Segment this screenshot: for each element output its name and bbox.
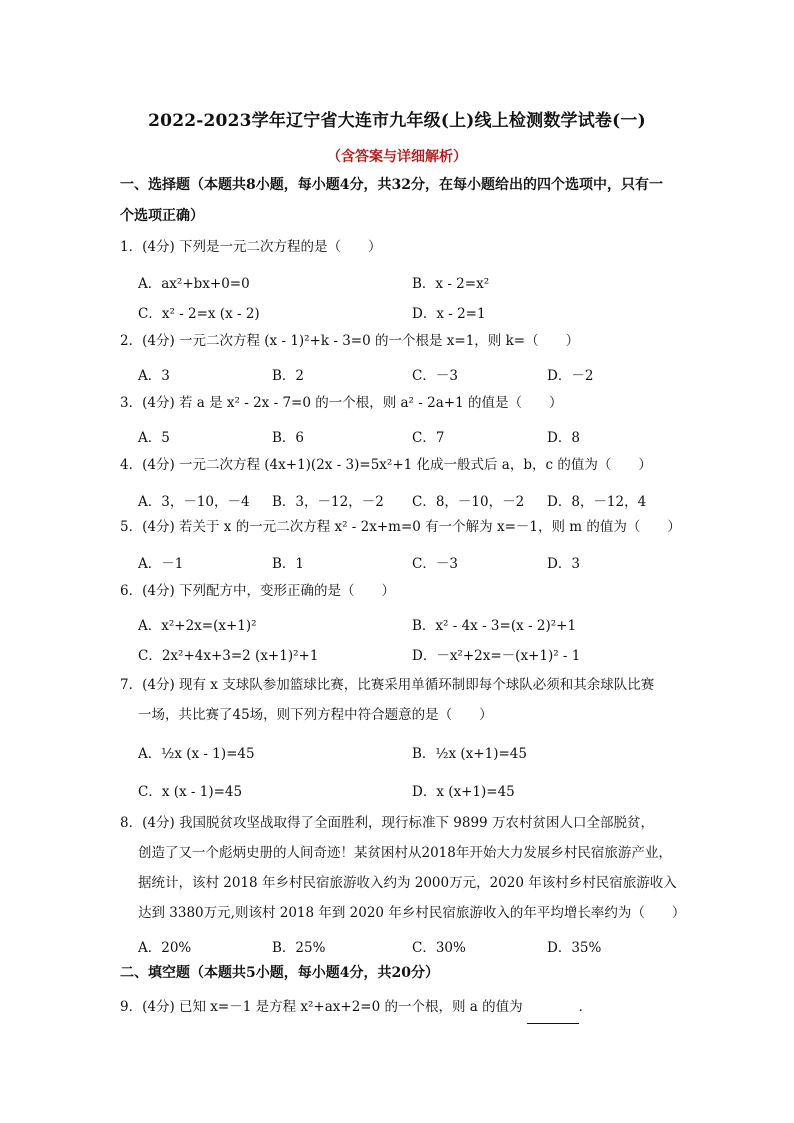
- question-3-option-a: A．5: [138, 430, 170, 446]
- question-8-option-c: C．30%: [412, 940, 466, 956]
- question-4-option-a: A．3，－10，－4: [138, 494, 250, 510]
- question-7-option-b: B．½x (x+1)=45: [412, 746, 527, 762]
- section-2-heading: 二、填空题（本题共5小题，每小题4分，共20分）: [120, 965, 439, 981]
- question-3-option-d: D．8: [547, 430, 580, 446]
- question-8-option-a: A．20%: [138, 940, 192, 956]
- section-1-line-2: 个选项正确）: [120, 208, 204, 224]
- question-4-stem: 4．(4分) 一元二次方程 (4x+1)(2x - 3)=5x²+1 化成一般式后 a，b，c 的值为（ ）: [120, 457, 652, 473]
- question-6-stem: 6．(4分) 下列配方中，变形正确的是（ ）: [120, 583, 396, 599]
- section-1-line-1: 一、选择题（本题共8小题，每小题4分，共32分，在每小题给出的四个选项中，只有一: [120, 177, 663, 193]
- question-8-stem-line-4: 达到 3380万元,则该村 2018 年到 2020 年乡村民宿旅游收入的年平均增长率约为（ ）: [138, 905, 686, 921]
- question-3-stem: 3．(4分) 若 a 是 x² - 2x - 7=0 的一个根，则 a² - 2a+1 的值是（ ）: [120, 395, 563, 411]
- question-8-stem-line-3: 据统计，该村 2018 年乡村民宿旅游收入约为 2000万元，2020 年该村乡村民宿旅游收入: [138, 875, 677, 891]
- answer-blank: [527, 992, 579, 1024]
- question-6-option-a: A．x²+2x=(x+1)²: [138, 618, 257, 634]
- question-4-option-c: C．8，－10，－2: [412, 494, 525, 510]
- question-8-stem-line-1: 8．(4分) 我国脱贫攻坚战取得了全面胜利，现行标准下 9899 万农村贫困人口全部脱贫，: [120, 815, 654, 831]
- question-3-option-c: C．7: [412, 430, 445, 446]
- page-subtitle: （含答案与详细解析）: [327, 149, 467, 165]
- question-9: 9．(4分) 已知 x=－1 是方程 x²+ax+2=0 的一个根，则 a 的值为 ．: [120, 992, 690, 1024]
- question-1-option-c: C．x² - 2=x (x - 2): [138, 306, 260, 322]
- question-3-option-b: B．6: [272, 430, 305, 446]
- question-2-option-d: D．－2: [547, 368, 594, 384]
- question-4-option-d: D．8，－12，4: [547, 494, 647, 510]
- question-7-option-c: C．x (x - 1)=45: [138, 784, 243, 800]
- question-5-option-c: C．－3: [412, 556, 458, 572]
- question-5-stem: 5．(4分) 若关于 x 的一元二次方程 x² - 2x+m=0 有一个解为 x=－1，则 m 的值为（ ）: [120, 519, 681, 535]
- question-7-option-a: A．½x (x - 1)=45: [138, 746, 255, 762]
- question-7-option-d: D．x (x+1)=45: [412, 784, 515, 800]
- question-2-option-a: A．3: [138, 368, 170, 384]
- question-4-option-b: B．3，－12，－2: [272, 494, 384, 510]
- section-1-heading: [120, 170, 680, 232]
- question-8-option-b: B．25%: [272, 940, 326, 956]
- page-title: 2022-2023学年辽宁省大连市九年级(上)线上检测数学试卷(一): [148, 111, 646, 131]
- question-6-option-c: C．2x²+4x+3=2 (x+1)²+1: [138, 648, 319, 664]
- question-5-option-b: B．1: [272, 556, 305, 572]
- question-6-option-d: D．－x²+2x=－(x+1)² - 1: [412, 648, 581, 664]
- question-1-option-a: A．ax²+bx+0=0: [138, 276, 250, 292]
- question-8-option-d: D．35%: [547, 940, 602, 956]
- question-6-option-b: B．x² - 4x - 3=(x - 2)²+1: [412, 618, 577, 634]
- question-9-stem: 9．(4分) 已知 x=－1 是方程 x²+ax+2=0 的一个根，则 a 的值为: [120, 999, 523, 1015]
- question-1-option-d: D．x - 2=1: [412, 306, 486, 322]
- question-2-option-b: B．2: [272, 368, 305, 384]
- question-1-option-b: B．x - 2=x²: [412, 276, 490, 292]
- question-1-stem: 1．(4分) 下列是一元二次方程的是（ ）: [120, 239, 382, 255]
- question-7-stem-line-1: 7．(4分) 现有 x 支球队参加篮球比赛，比赛采用单循环制即每个球队必须和其余球队比赛: [120, 677, 655, 693]
- question-5-option-a: A．－1: [138, 556, 184, 572]
- question-2-stem: 2．(4分) 一元二次方程 (x - 1)²+k - 3=0 的一个根是 x=1，则 k=（ ）: [120, 333, 580, 349]
- question-8-stem-line-2: 创造了又一个彪炳史册的人间奇迹！某贫困村从2018年开始大力发展乡村民宿旅游产业，: [138, 845, 672, 861]
- question-5-option-d: D．3: [547, 556, 580, 572]
- question-7-stem-line-2: 一场，共比赛了45场，则下列方程中符合题意的是（ ）: [138, 707, 493, 723]
- question-2-option-c: C．－3: [412, 368, 458, 384]
